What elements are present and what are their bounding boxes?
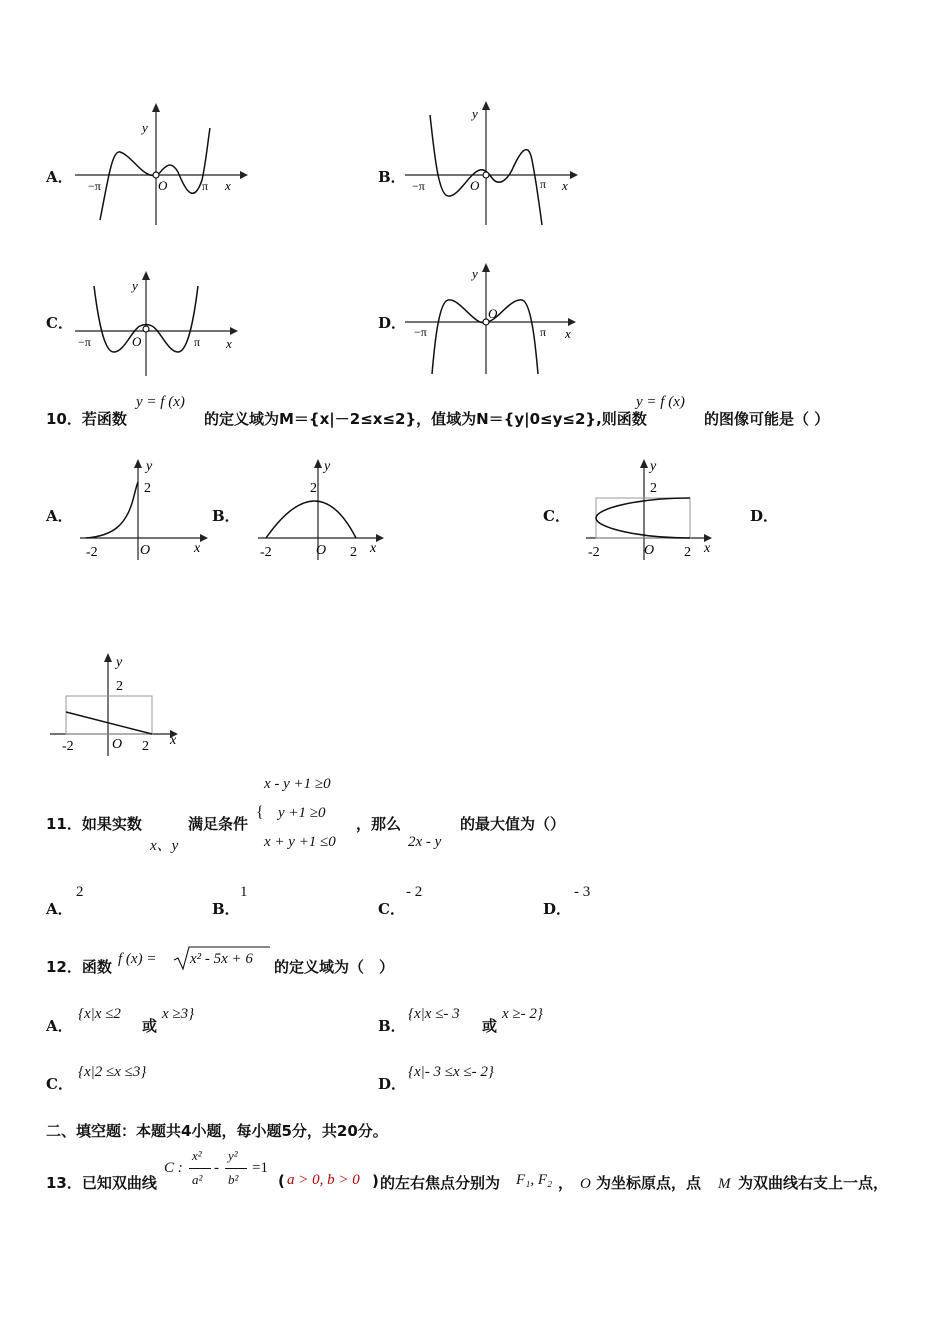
q9d-origin: O (488, 306, 498, 321)
q10b-y: y (324, 459, 331, 474)
q10c-tick-pos2: 2 (684, 545, 691, 560)
q9b-pi: π (540, 177, 547, 191)
q11-cond1: x - y +1 ≥0 (264, 776, 331, 792)
q12-option-a-part1: {x|x ≤2 (78, 1006, 121, 1022)
q9-graph-a (70, 100, 250, 230)
q10b-origin: O (316, 543, 327, 558)
q10-graph-c (580, 456, 725, 566)
q12-option-b-label: B． (378, 1017, 406, 1035)
q10d-y: y (116, 655, 123, 670)
q12-option-c-value: {x|2 ≤x ≤3} (78, 1064, 147, 1080)
q10-option-d-label: D． (750, 507, 779, 525)
q10c-y: y (650, 459, 657, 474)
q9b-neg-pi: −π (412, 179, 425, 193)
q9b-x-label: x (562, 178, 568, 193)
q13-mid: 的左右焦点分别为 (380, 1174, 501, 1192)
q12-option-b-part1: {x|x ≤- 3 (408, 1006, 460, 1022)
q10a-tick-2: 2 (144, 481, 151, 496)
q9-option-d-label: D． (378, 314, 407, 332)
q9a-neg-pi: −π (88, 179, 101, 193)
q9-graph-b (400, 100, 590, 230)
q9a-pi: π (202, 179, 209, 193)
q12-func: f (x) = (118, 951, 157, 967)
q11-cond-label: 满足条件 (188, 815, 249, 833)
q11-expr: 2x - y (408, 834, 442, 850)
q11-end: 的最大值为（） (460, 815, 566, 833)
q9d-pi: π (540, 325, 547, 339)
q13-o: O (580, 1176, 591, 1192)
q9-option-b-label: B． (378, 168, 406, 186)
q10-mid: 的定义域为M＝{x|－2≤x≤2}，值域为N＝{y|0≤y≤2},则函数 (204, 410, 647, 428)
q9d-neg-pi: −π (414, 325, 427, 339)
q10-end: 的图像可能是（ ） (704, 410, 830, 428)
q9-graph-d (400, 262, 590, 377)
q11-cond3: x + y +1 ≤0 (264, 834, 336, 850)
q13-x2: x² (192, 1148, 202, 1163)
q10c-origin: O (644, 543, 655, 558)
q11-option-a-label: A． (46, 900, 73, 918)
q9c-origin: O (132, 334, 142, 349)
q11-option-c-label: C． (378, 900, 405, 918)
q10a-tick-neg2: -2 (86, 545, 98, 560)
q13-eq1: =1 (252, 1160, 268, 1176)
q11-option-b-value: 1 (240, 884, 248, 900)
section-2-title: 二、填空题：本题共4小题，每小题5分，共20分。 (46, 1122, 388, 1140)
q13-paren-open: ( (278, 1172, 285, 1190)
q9c-y-label: y (132, 278, 138, 293)
q13-frac-bar-1 (189, 1168, 211, 1169)
q10-func2: y = f (x) (636, 394, 685, 410)
q10-option-a-label: A． (46, 507, 73, 525)
q12-option-c-label: C． (46, 1075, 73, 1093)
q13-m: M (718, 1176, 731, 1192)
q11-vars: x、y (150, 838, 179, 854)
q10-graph-b (252, 456, 392, 566)
q11-brace: { (256, 804, 264, 821)
q11-option-b-label: B． (212, 900, 240, 918)
q12-option-d-label: D． (378, 1075, 407, 1093)
q11-option-d-value: - 3 (574, 884, 591, 900)
q13-a2: a² (192, 1172, 203, 1187)
q11-option-d-label: D． (543, 900, 572, 918)
q9d-x-label: x (565, 326, 571, 341)
q13-c-prefix: C : (164, 1160, 183, 1176)
q10-option-c-label: C． (543, 507, 570, 525)
q10d-tick-2: 2 (116, 679, 123, 694)
q9-graph-c (70, 268, 250, 378)
q10a-x: x (194, 541, 201, 556)
q10a-origin: O (140, 543, 151, 558)
q10d-x: x (170, 733, 177, 748)
q12-radicand: x² - 5x + 6 (190, 951, 253, 967)
q10d-tick-neg2: -2 (62, 739, 74, 754)
q9-option-c-label: C． (46, 314, 73, 332)
q12-option-b-or: 或 (482, 1017, 498, 1035)
q10b-tick-neg2: -2 (260, 545, 272, 560)
q10-graph-d (44, 652, 189, 762)
q9a-origin: O (158, 178, 168, 193)
q12-option-b-part2: x ≥- 2} (502, 1006, 543, 1022)
q10a-y: y (146, 459, 153, 474)
q9d-y-label: y (472, 266, 478, 281)
q13-number: 13．已知双曲线 (46, 1174, 157, 1192)
q9a-x-label: x (225, 178, 231, 193)
q12-end: 的定义域为（ ） (274, 958, 395, 976)
q13-end: 为双曲线右支上一点， (738, 1174, 889, 1192)
q9c-pi: π (194, 335, 201, 349)
q11-option-c-value: - 2 (406, 884, 423, 900)
q13-b2: b² (228, 1172, 239, 1187)
q10c-x: x (704, 541, 711, 556)
q13-comma: ， (558, 1174, 574, 1192)
q11-then: ，那么 (356, 815, 402, 833)
q10b-x: x (370, 541, 377, 556)
q12-option-d-value: {x|- 3 ≤x ≤- 2} (408, 1064, 494, 1080)
q12-option-a-or: 或 (142, 1017, 158, 1035)
q10c-tick-neg2: -2 (588, 545, 600, 560)
q10c-tick-2: 2 (650, 481, 657, 496)
q9b-origin: O (470, 178, 480, 193)
q12-option-a-label: A． (46, 1017, 73, 1035)
q10d-origin: O (112, 737, 123, 752)
q10-graph-a (72, 456, 212, 566)
q12-number: 12．函数 (46, 958, 112, 976)
q13-foci: F₁, F₂ (516, 1172, 553, 1188)
q9-option-a-label: A． (46, 168, 73, 186)
q9b-y-label: y (472, 106, 478, 121)
q13-cond: a > 0, b > 0 (287, 1172, 360, 1188)
q13-frac-bar-2 (225, 1168, 247, 1169)
q13-mid2: 为坐标原点，点 (596, 1174, 702, 1192)
q11-number: 11．如果实数 (46, 815, 142, 833)
q12-option-a-part2: x ≥3} (162, 1006, 195, 1022)
q11-option-a-value: 2 (76, 884, 84, 900)
q10-option-b-label: B． (212, 507, 240, 525)
q10b-tick-pos2: 2 (350, 545, 357, 560)
q13-paren-close: ) (372, 1172, 379, 1190)
q10-func: y = f (x) (136, 394, 185, 410)
q9a-y-label: y (142, 120, 148, 135)
q11-cond2: y +1 ≥0 (278, 805, 326, 821)
q13-minus: - (214, 1160, 219, 1176)
q10d-tick-pos2: 2 (142, 739, 149, 754)
q13-y2: y² (228, 1148, 238, 1163)
q10-number: 10．若函数 (46, 410, 127, 428)
q9c-x-label: x (226, 336, 232, 351)
q9c-neg-pi: −π (78, 335, 91, 349)
q10b-tick-2: 2 (310, 481, 317, 496)
